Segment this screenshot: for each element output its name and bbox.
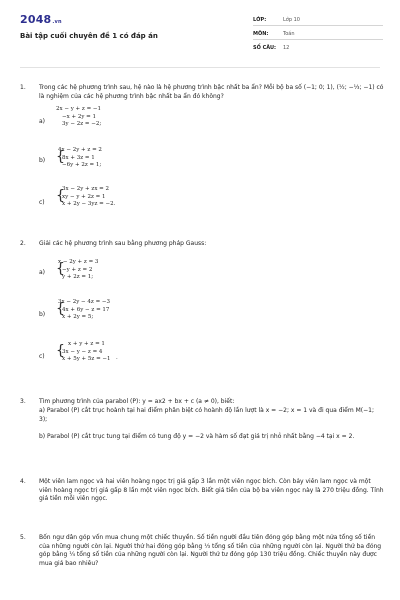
- equation-line: xy − y + 2z = 1: [62, 193, 106, 200]
- meta-class-value: Lớp 10: [283, 17, 300, 23]
- equation-system: [56, 106, 107, 129]
- question-5: [20, 534, 385, 578]
- equation-system: [56, 299, 114, 322]
- meta-class-key: LỚP:: [253, 17, 267, 23]
- meta-subject-value: Toán: [283, 31, 295, 37]
- question-1: [20, 84, 385, 102]
- question-3: [20, 398, 385, 407]
- question-2: [20, 240, 385, 249]
- equation-line: y + 2z = 1;: [62, 274, 94, 280]
- equation-line: x − 2y + z = 3: [58, 259, 99, 265]
- option-label: a): [39, 118, 46, 125]
- equation-line: 4x + 6y − z = 17: [62, 306, 110, 313]
- equation-line: x + y + z = 1: [68, 341, 105, 347]
- logo-suffix: .vn: [52, 19, 62, 25]
- logo-text: 2048: [20, 13, 52, 26]
- trailing-punct: .: [116, 355, 118, 361]
- equation-system: [56, 147, 106, 170]
- equation-line: x + 5y + 5z = −1: [62, 356, 111, 362]
- meta-subject-key: MÔN:: [253, 31, 269, 37]
- equation-system: [56, 341, 111, 364]
- meta-divider: [253, 25, 383, 26]
- equation-line: 3x − 2y − 4z = −3: [58, 299, 111, 305]
- question-number: 3.: [20, 398, 26, 405]
- equation-line: 2x − y + z = −1: [56, 106, 102, 112]
- question-4: [20, 478, 385, 504]
- equation-line: 8x + 3z = 1: [62, 154, 95, 161]
- site-logo[interactable]: [20, 13, 62, 26]
- question-stem: Bốn ngư dân góp vốn mua chung một chiếc thuyền. Số tiền người đầu tiên đóng góp bằng một nửa tổng số tiền của những người còn lại. Người thứ hai đóng góp bằng ⅓ tổng số tiền của những người còn lại. Người thứ ba đóng góp bằng ¼ tổng số tiền của những người còn lại. Người thứ tư đóng góp 130 triệu đồng. Chiếc thuyền này được mua giá bao nhiêu?: [39, 534, 382, 567]
- question-stem: Một viên lam ngọc và hai viên hoàng ngọc trị giá gấp 3 lần một viên ngọc bích. Còn bảy viên lam ngọc và một viên hoàng ngọc trị giá gấp 8 lần một viên ngọc bích. Biết giá tiền của bộ ba viên ngọc này là 270 triệu đồng. Tính giá tiền mỗi viên ngọc.: [39, 478, 384, 502]
- option-label: b): [39, 157, 46, 164]
- equation-line: 3x − 2y + zx = 2: [62, 186, 110, 192]
- question-stem: Trong các hệ phương trình sau, hệ nào là hệ phương trình bậc nhất ba ẩn? Mỗi bộ ba số (−1; 0; 1), (½; −⅓; −1) có là nghiệm của các hệ phương trình bậc nhất ba ẩn đó không?: [39, 84, 384, 100]
- question-number: 4.: [20, 478, 26, 485]
- equation-line: x + 2y − 3yz = −2.: [62, 201, 116, 207]
- equation-line: −x + 2y = 1: [62, 113, 97, 120]
- option-label: c): [39, 353, 45, 360]
- question-part-a: a) Parabol (P) cắt trục hoành tại hai điểm phân biệt có hoành độ lần lượt là x = −2; x = 1 và đi qua điểm M(−1; 3);: [39, 407, 375, 423]
- meta-divider: [253, 39, 383, 40]
- question-stem: Giải các hệ phương trình sau bằng phương pháp Gauss:: [39, 240, 207, 247]
- question-part-b: b) Parabol (P) cắt trục tung tại điểm có tung độ y = −2 và hàm số đạt giá trị nhỏ nhất bằng −4 tại x = 2.: [39, 433, 355, 440]
- equation-line: −6y + 2z = 1;: [62, 162, 102, 168]
- equation-line: 3x − y − z = 4: [62, 348, 103, 355]
- equation-line: −y + z = 2: [62, 266, 93, 273]
- page-header: [0, 0, 400, 70]
- equation-line: x + 2y = 5;: [62, 314, 94, 320]
- question-number: 2.: [20, 240, 26, 247]
- meta-count-value: 12: [283, 45, 290, 51]
- option-label: b): [39, 311, 46, 318]
- equation-system: [56, 259, 102, 282]
- question-number: 5.: [20, 534, 26, 541]
- brace-icon: {: [56, 301, 65, 317]
- brace-icon: {: [56, 261, 65, 277]
- page-title: Bài tập cuối chuyên đề 1 có đáp án: [20, 32, 158, 40]
- equation-system: [56, 186, 116, 209]
- option-label: a): [39, 269, 46, 276]
- equation-line: 3y − 2z = −2;: [62, 121, 102, 127]
- question-stem: Tìm phương trình của parabol (P): y = ax2 + bx + c (a ≠ 0), biết:: [39, 398, 235, 405]
- question-number: 1.: [20, 84, 26, 91]
- meta-count-key: SỐ CÂU:: [253, 45, 277, 51]
- brace-icon: {: [56, 188, 65, 204]
- equation-line: 4x − 2y + z = 2: [58, 147, 102, 153]
- option-label: c): [39, 199, 45, 206]
- brace-icon: {: [56, 149, 65, 165]
- header-divider: [20, 67, 380, 68]
- brace-icon: {: [56, 343, 65, 359]
